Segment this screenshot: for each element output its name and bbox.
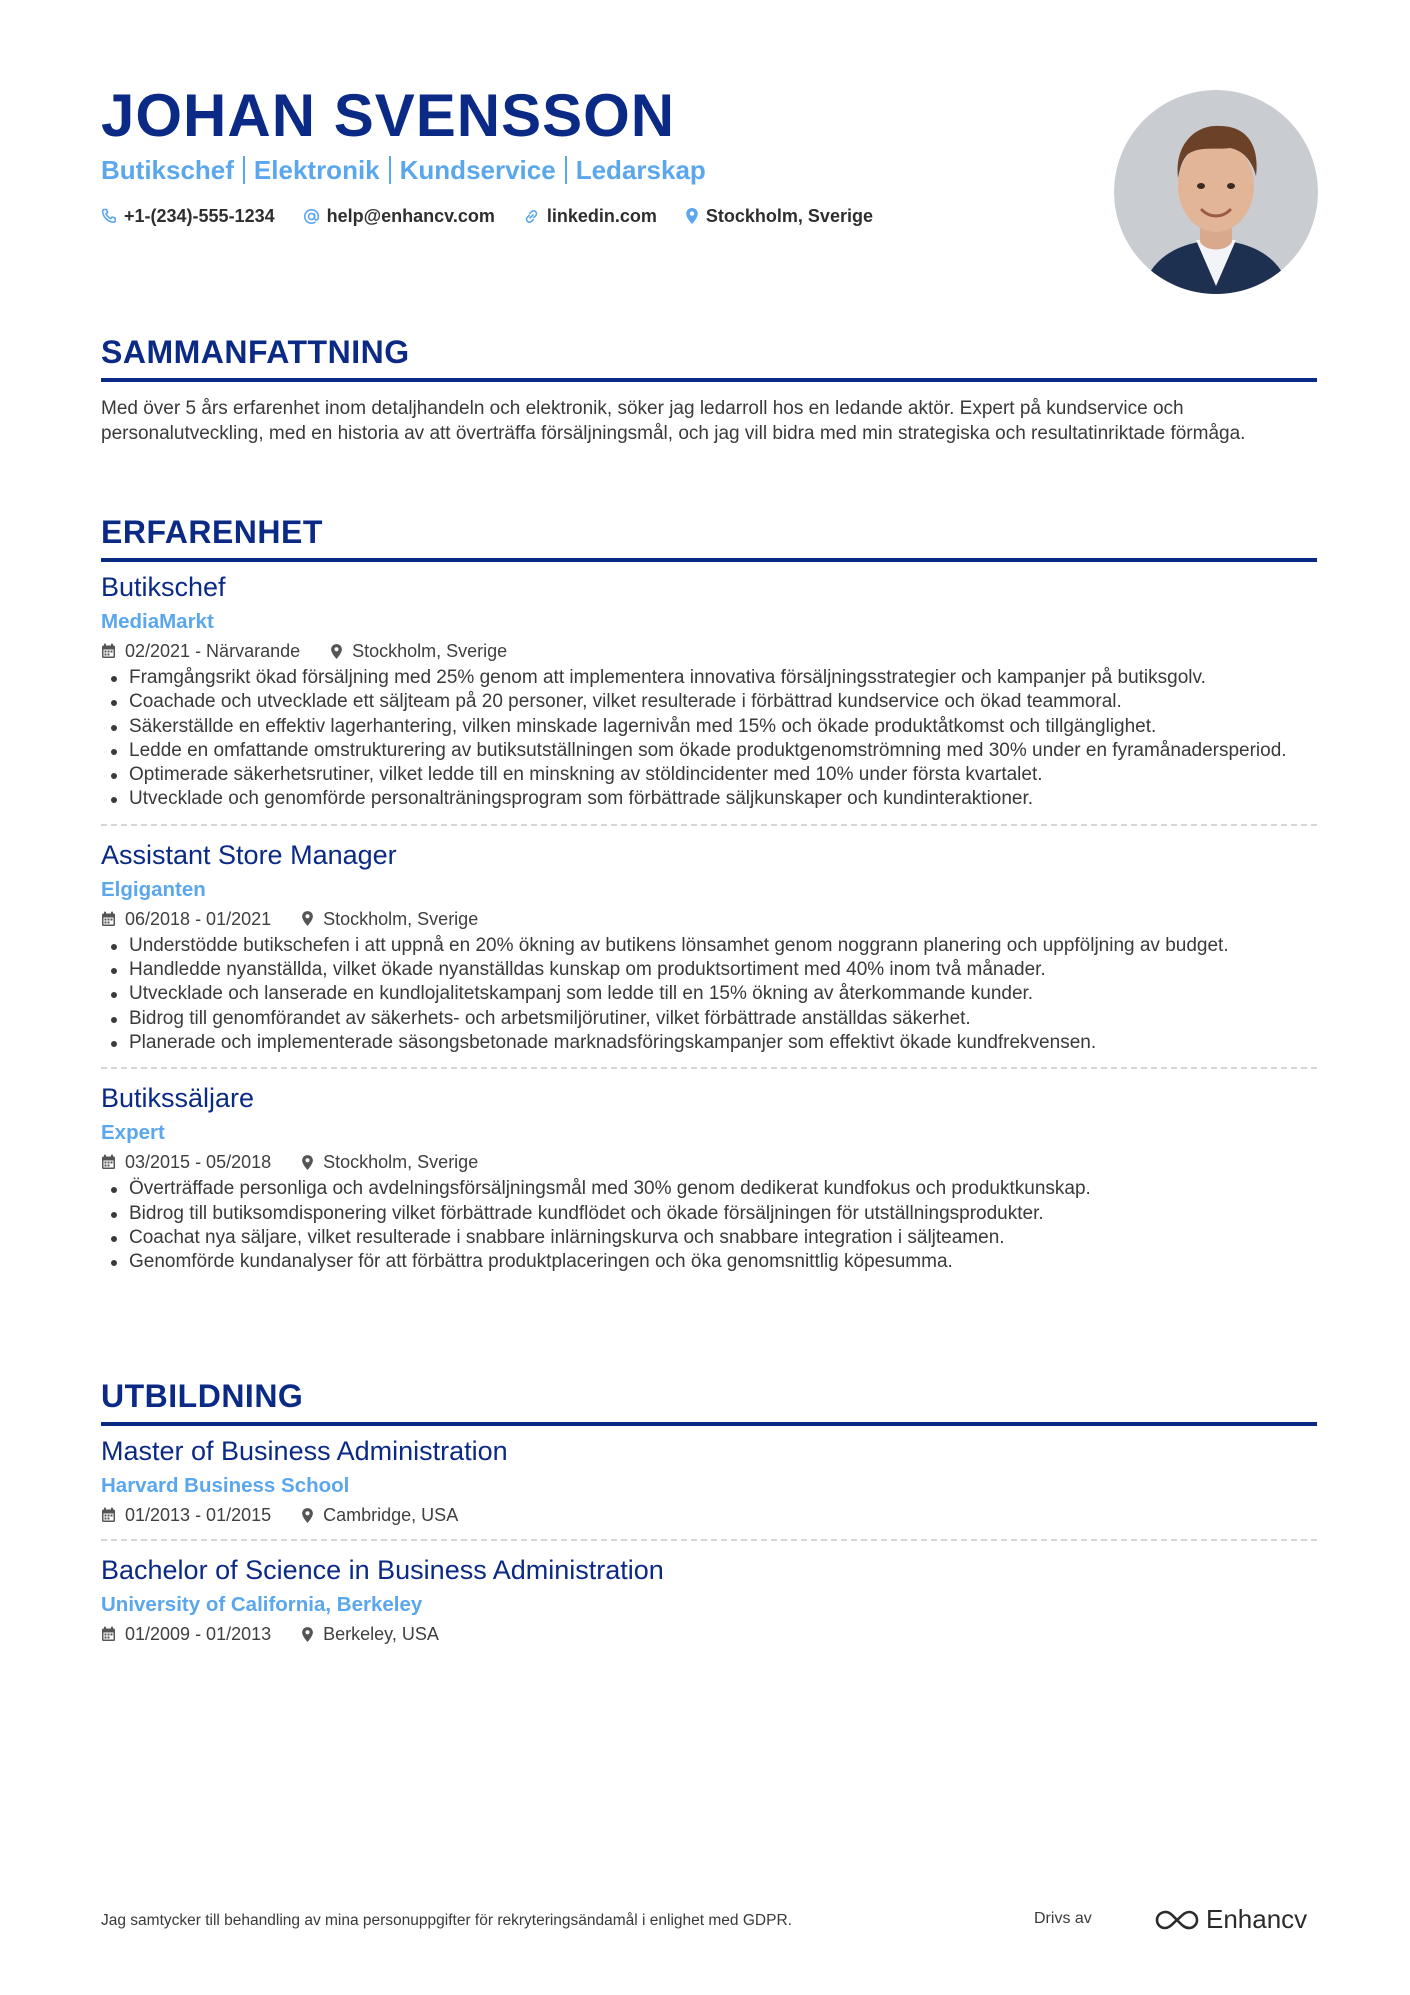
- experience-entry: [101, 570, 1317, 826]
- job-title: Butikschef: [101, 572, 226, 602]
- enhancv-logo[interactable]: [1154, 1904, 1307, 1935]
- experience-entry: [101, 838, 1317, 1069]
- headline-item: Elektronik: [253, 155, 380, 185]
- linkedin-text: linkedin.com: [546, 206, 657, 226]
- location-pin-icon: [330, 643, 343, 660]
- location-pin-icon: [301, 910, 314, 927]
- achievement-list: [101, 1177, 1317, 1274]
- education-meta: [101, 1622, 1317, 1646]
- date-range: [101, 907, 271, 931]
- summary-text: Med över 5 års erfarenhet inom detaljhandeln och elektronik, söker jag ledarroll hos en ledande aktör. Expert på kundservice och personalutveckling, med en historia av att överträffa försäljningsmål, och jag vill bidra med min strategiska och resultatinriktade förmåga.: [101, 398, 1246, 444]
- degree-title: Master of Business Administration: [101, 1436, 508, 1466]
- list-item: Genomförde kundanalyser för att förbättra produktplaceringen och öka genomsnittlig köpesumma.: [129, 1250, 1317, 1274]
- job-title: Assistant Store Manager: [101, 839, 397, 870]
- school-name: University of California, Berkeley: [101, 1593, 423, 1616]
- location-pin-icon: [301, 1154, 314, 1171]
- contact-email[interactable]: [303, 204, 495, 228]
- date-text: 01/2009 - 01/2013: [125, 1624, 272, 1644]
- school-name: Harvard Business School: [101, 1474, 350, 1497]
- list-item: Överträffade personliga och avdelningsförsäljningsmål med 30% genom dedikerat kundfokus och produktkunskap.: [129, 1177, 1317, 1201]
- headline: [101, 153, 706, 187]
- entry-divider: [101, 824, 1317, 826]
- calendar-icon: [101, 911, 116, 927]
- email-text: help@enhancv.com: [326, 206, 495, 226]
- link-icon: [523, 208, 540, 225]
- headline-separator: [243, 156, 245, 184]
- list-item: Handledde nyanställda, vilket ökade nyanställdas kunskap om produktsortiment med 40% inom två månader.: [129, 958, 1317, 982]
- date-range: [101, 1503, 271, 1527]
- date-text: 02/2021 - Närvarande: [125, 641, 301, 661]
- job-location: [301, 907, 478, 931]
- location-text: Stockholm, Sverige: [323, 1152, 479, 1173]
- school-location: [301, 1503, 458, 1527]
- headline-item: Ledarskap: [575, 155, 706, 185]
- headline-item: Kundservice: [399, 155, 556, 185]
- location-pin-icon: [301, 1626, 314, 1643]
- calendar-icon: [101, 1626, 116, 1642]
- location-text: Stockholm, Sverige: [705, 206, 873, 226]
- location-text: Berkeley, USA: [323, 1624, 439, 1644]
- gdpr-consent-text: Jag samtycker till behandling av mina personuppgifter för rekryteringsändamål i enlighet med GDPR.: [101, 1912, 792, 1929]
- date-range: [101, 1150, 271, 1174]
- job-location: [330, 639, 507, 663]
- education-section: [101, 1376, 1317, 1646]
- location-pin-icon: [685, 207, 699, 225]
- date-range: [101, 639, 300, 663]
- section-divider: [101, 378, 1317, 382]
- list-item: Säkerställde en effektiv lagerhantering, vilken minskade lagernivån med 15% och ökade produktåtkomst och tillgänglighet.: [129, 715, 1317, 739]
- company-name: MediaMarkt: [101, 610, 214, 633]
- company-name: Expert: [101, 1121, 165, 1145]
- contact-bar: [101, 204, 873, 228]
- enhancv-logo-text: Enhancv: [1206, 1904, 1308, 1934]
- section-title: UTBILDNING: [101, 1378, 304, 1414]
- location-text: Stockholm, Sverige: [352, 641, 508, 661]
- location-text: Cambridge, USA: [323, 1505, 459, 1525]
- enhancv-logo-icon: [1154, 1908, 1200, 1932]
- headline-separator: [565, 156, 567, 184]
- degree-title: Bachelor of Science in Business Administration: [101, 1555, 664, 1585]
- list-item: Utvecklade och lanserade en kundlojalitetskampanj som ledde till en 15% ökning av återkommande kunder.: [129, 982, 1317, 1006]
- section-title: ERFARENHET: [101, 514, 323, 550]
- experience-entry: [101, 1081, 1317, 1274]
- list-item: Coachade och utvecklade ett säljteam på 20 personer, vilket resulterade i förbättrad kundservice och ökad teammoral.: [129, 690, 1317, 714]
- headline-separator: [389, 156, 391, 184]
- list-item: Utvecklade och genomförde personalträningsprogram som förbättrade säljkunskaper och kundinteraktioner.: [129, 787, 1317, 811]
- entry-divider: [101, 1539, 1317, 1541]
- date-text: 06/2018 - 01/2021: [125, 908, 272, 929]
- school-location: [301, 1622, 439, 1646]
- at-icon: [303, 208, 320, 225]
- date-text: 03/2015 - 05/2018: [125, 1152, 272, 1173]
- list-item: Framgångsrikt ökad försäljning med 25% genom att implementera innovativa försäljningsstrategier och kampanjer på butiksgolv.: [129, 666, 1317, 690]
- section-divider: [101, 1422, 1317, 1426]
- contact-linkedin[interactable]: [523, 204, 657, 228]
- achievement-list: [101, 666, 1317, 812]
- list-item: Planerade och implementerade säsongsbetonade marknadsföringskampanjer som effektivt ökade kundfrekvensen.: [129, 1031, 1317, 1055]
- entry-divider: [101, 1067, 1317, 1069]
- section-title: SAMMANFATTNING: [101, 334, 410, 370]
- list-item: Ledde en omfattande omstrukturering av butiksutställningen som ökade produktgenomströmning med 30% under en fyramånadersperiod.: [129, 739, 1317, 763]
- date-text: 01/2013 - 01/2015: [125, 1505, 272, 1525]
- experience-section: [101, 512, 1317, 1274]
- job-meta: [101, 639, 1317, 663]
- profile-photo: [1114, 90, 1318, 294]
- education-entry: [101, 1434, 1317, 1541]
- contact-location: [685, 204, 873, 228]
- contact-phone[interactable]: [101, 204, 275, 228]
- education-entry: [101, 1553, 1317, 1646]
- summary-section: [101, 332, 1317, 446]
- achievement-list: [101, 934, 1317, 1055]
- job-meta: [101, 907, 1317, 931]
- job-title: Butikssäljare: [101, 1083, 255, 1114]
- powered-by-label: Drivs av: [1034, 1910, 1092, 1927]
- list-item: Coachat nya säljare, vilket resulterade i snabbare inlärningskurva och snabbare integration i säljteamen.: [129, 1226, 1317, 1250]
- list-item: Bidrog till butiksomdisponering vilket förbättrade kundflödet och ökade försäljningen för utställningsprodukter.: [129, 1202, 1317, 1226]
- company-name: Elgiganten: [101, 877, 206, 901]
- section-divider: [101, 558, 1317, 562]
- job-location: [301, 1150, 478, 1174]
- list-item: Optimerade säkerhetsrutiner, vilket ledde till en minskning av stöldincidenter med 10% under första kvartalet.: [129, 763, 1317, 787]
- calendar-icon: [101, 1154, 116, 1170]
- phone-icon: [101, 208, 117, 224]
- headline-item: Butikschef: [101, 155, 234, 185]
- job-meta: [101, 1150, 1317, 1174]
- education-meta: [101, 1503, 1317, 1527]
- location-text: Stockholm, Sverige: [323, 908, 479, 929]
- date-range: [101, 1622, 271, 1646]
- calendar-icon: [101, 643, 116, 659]
- list-item: Understödde butikschefen i att uppnå en 20% ökning av butikens lönsamhet genom noggrann planering och uppföljning av budget.: [129, 934, 1317, 958]
- candidate-name: JOHAN SVENSSON: [101, 82, 676, 149]
- list-item: Bidrog till genomförandet av säkerhets- och arbetsmiljörutiner, vilket förbättrade anställdas säkerhet.: [129, 1007, 1317, 1031]
- location-pin-icon: [301, 1507, 314, 1524]
- phone-text: +1-(234)-555-1234: [124, 206, 275, 226]
- calendar-icon: [101, 1507, 116, 1523]
